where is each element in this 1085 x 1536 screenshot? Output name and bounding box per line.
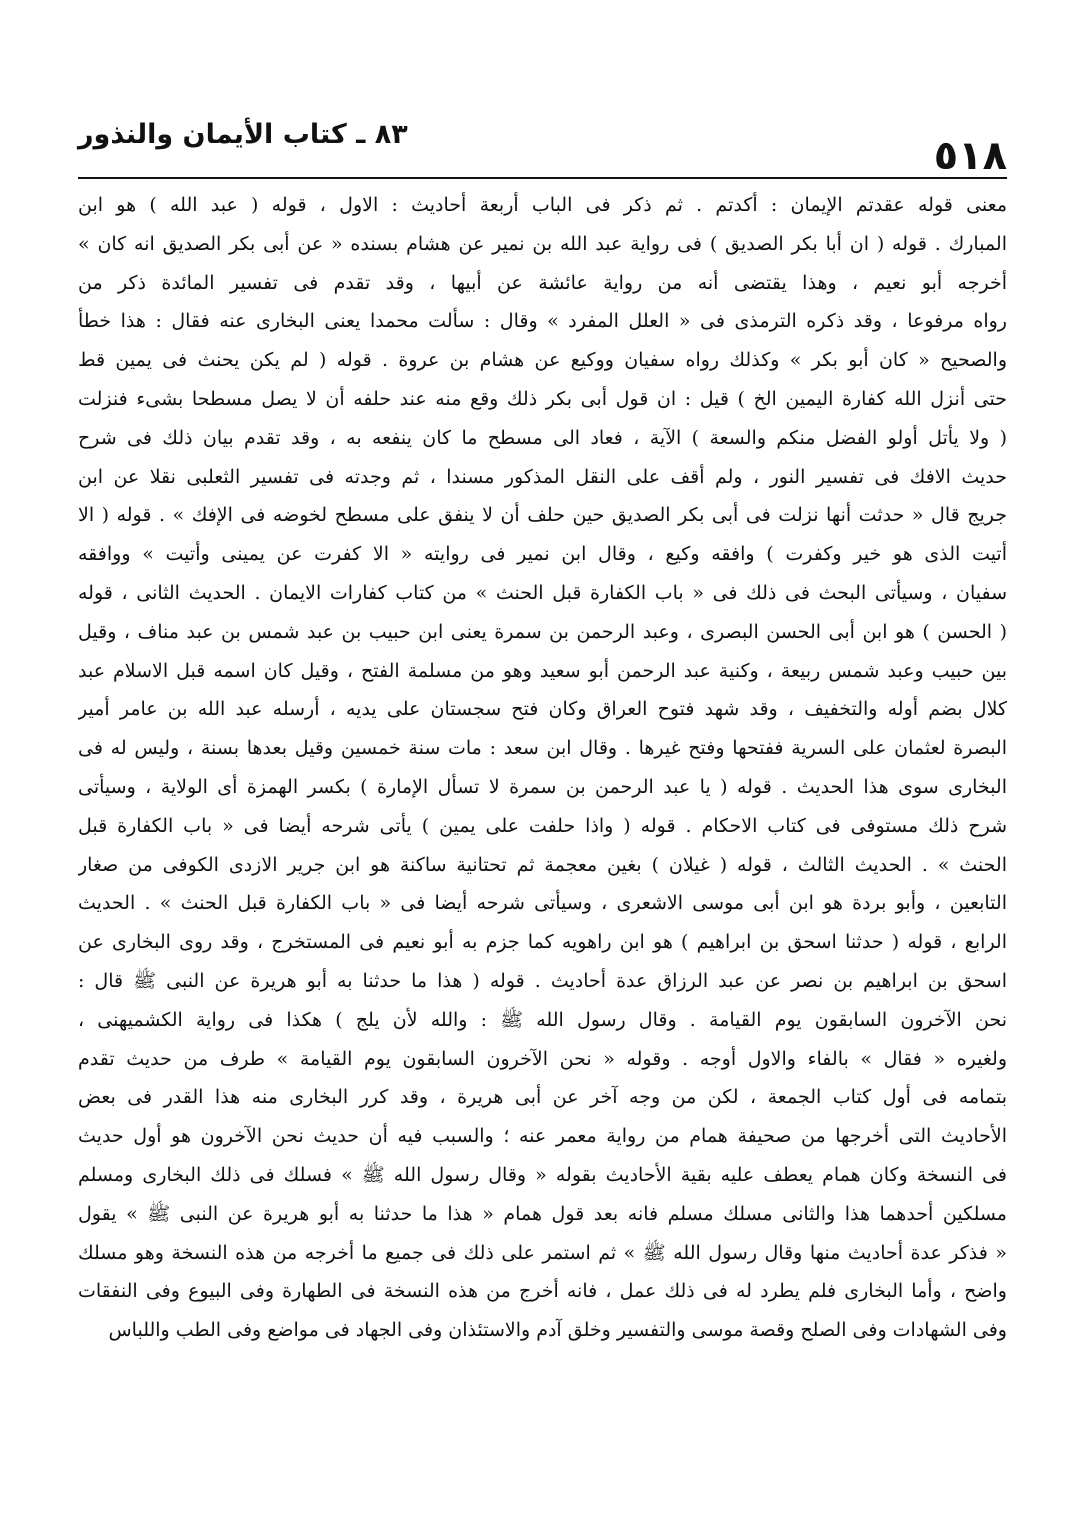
text-line: البصرة لعثمان على السرية ففتحها وفتح غيرها . وقال ابن سعد : مات سنة خمسين وقيل بعدها بسنة ، وليس له فى [78, 737, 1007, 760]
text-line: نحن الآخرون السابقون يوم القيامة . وقال رسول الله ﷺ : والله لأن يلج ) هكذا فى رواية الكشميهنى ، [78, 1008, 1007, 1031]
text-line: جريج قال « حدثت أنها نزلت فى أبى بكر الصديق حين حلف أن لا ينفق على مسطح لخوضه فى الإفك » . قوله ( الا [78, 504, 1007, 527]
text-line: اسحق بن ابراهيم بن نصر عن عبد الرزاق عدة أحاديث . قوله ( هذا ما حدثنا به أبو هريرة عن النبى ﷺ قال : [78, 969, 1007, 992]
text-line: بتمامه فى أول كتاب الجمعة ، لكن من وجه آخر عن أبى هريرة ، وقد كرر البخارى منه هذا القدر فى بعض [78, 1086, 1007, 1109]
text-line: حديث الافك فى تفسير النور ، ولم أقف على النقل المذكور مسندا ، ثم وجدته فى تفسير الثعلبى نقلا عن ابن [78, 465, 1007, 488]
text-line: سفيان ، وسيأتى البحث فى ذلك فى « باب الكفارة قبل الحنث » من كتاب كفارات الايمان . الحديث الثانى ، قوله [78, 581, 1007, 604]
text-line: رواه مرفوعا ، وقد ذكره الترمذى فى « العلل المفرد » وقال : سألت محمدا يعنى البخارى عنه فقال : هذا خطأ [78, 310, 1007, 333]
text-line: والصحيح « كان أبو بكر » وكذلك رواه سفيان ووكيع عن هشام بن عروة . قوله ( لم يكن يحنث فى يمين قط [78, 349, 1007, 372]
body-text [78, 186, 1007, 1350]
text-line: الحنث » . الحديث الثالث ، قوله ( غيلان ) بغين معجمة ثم تحتانية ساكنة هو ابن جرير الازدى الكوفى من صغار [78, 853, 1007, 876]
text-line: أخرجه أبو نعيم ، وهذا يقتضى أنه من رواية عائشة عن أبيها ، وقد تقدم فى تفسير المائدة ذكر من [78, 271, 1007, 294]
text-line: حتى أنزل الله كفارة اليمين الخ ) قيل : ان قول أبى بكر ذلك وقع منه عند حلفه أن لا يصل مسطحا بشىء فنزلت [78, 387, 1007, 410]
text-line: المبارك . قوله ( ان أبا بكر الصديق ) فى رواية عبد الله بن نمير عن هشام بسنده « عن أبى بكر الصديق انه كان » [78, 232, 1007, 255]
text-line: شرح ذلك مستوفى فى كتاب الاحكام . قوله ( واذا حلفت على يمين ) يأتى شرحه أيضا فى « باب الكفارة قبل [78, 814, 1007, 837]
text-line: أتيت الذى هو خير وكفرت ) وافقه وكيع ، وقال ابن نمير فى روايته « الا كفرت عن يمينى وأتيت » ووافقه [78, 543, 1007, 566]
text-line: مسلكين أحدهما هذا والثانى مسلك مسلم فانه بعد قول همام « هذا ما حدثنا به أبو هريرة عن النبى ﷺ » يقول [78, 1202, 1007, 1225]
text-line: ( ولا يأتل أولو الفضل منكم والسعة ) الآية ، فعاد الى مسطح ما كان ينفعه به ، وقد تقدم بيان ذلك فى شرح [78, 426, 1007, 449]
header-rule [78, 177, 1007, 179]
text-line: الرابع ، قوله ( حدثنا اسحق بن ابراهيم ) هو ابن راهويه كما جزم به أبو نعيم فى المستخرج ، وقد روى البخارى عن [78, 931, 1007, 954]
running-title: ٨٣ ـ كتاب الأيمان والنذور [78, 119, 408, 150]
text-line: ( الحسن ) هو ابن أبى الحسن البصرى ، وعبد الرحمن بن سمرة يعنى ابن حبيب بن عبد شمس بن عبد مناف ، وقيل [78, 620, 1007, 643]
text-line: كلال بضم أوله والتخفيف ، وقد شهد فتوح العراق وكان فتح سجستان على يديه ، أرسله عبد الله بن عامر أمير [78, 698, 1007, 721]
page-number: ٥١٨ [933, 133, 1007, 179]
text-line: ولغيره « فقال » بالفاء والاول أوجه . وقوله « نحن الآخرون السابقون يوم القيامة » طرف من حديث تقدم [78, 1047, 1007, 1070]
text-line: البخارى سوى هذا الحديث . قوله ( يا عبد الرحمن بن سمرة لا تسأل الإمارة ) بكسر الهمزة أى الولاية ، وسيأتى [78, 775, 1007, 798]
text-line: « فذكر عدة أحاديث منها وقال رسول الله ﷺ » ثم استمر على ذلك فى جميع ما أخرجه من هذه النسخة وهو مسلك [78, 1241, 1007, 1264]
text-line: فى النسخة وكان همام يعطف عليه بقية الأحاديث بقوله « وقال رسول الله ﷺ » فسلك فى ذلك البخارى ومسلم [78, 1163, 1007, 1186]
text-line: وفى الشهادات وفى الصلح وقصة موسى والتفسير وخلق آدم والاستئذان وفى الجهاد فى مواضع وفى الطب واللباس [108, 1319, 1007, 1342]
text-line: الأحاديث التى أخرجها من صحيفة همام من رواية معمر عنه ؛ والسبب فيه أن حديث نحن الآخرون هو أول حديث [78, 1125, 1007, 1148]
page-header [78, 118, 1007, 180]
text-line: معنى قوله عقدتم الإيمان : أكدتم . ثم ذكر فى الباب أربعة أحاديث : الاول ، قوله ( عبد الله ) هو ابن [78, 194, 1007, 216]
text-line: واضح ، وأما البخارى فلم يطرد له فى ذلك عمل ، فانه أخرج من هذه النسخة فى الطهارة وفى البيوع وفى النفقات [78, 1280, 1007, 1303]
text-line: بين حبيب وعبد شمس ربيعة ، وكنية عبد الرحمن أبو سعيد وهو من مسلمة الفتح ، وقيل كان اسمه قبل الاسلام عبد [78, 659, 1007, 682]
text-line: التابعين ، وأبو بردة هو ابن أبى موسى الاشعرى ، وسيأتى شرحه أيضا فى « باب الكفارة قبل الحنث » . الحديث [78, 892, 1007, 915]
